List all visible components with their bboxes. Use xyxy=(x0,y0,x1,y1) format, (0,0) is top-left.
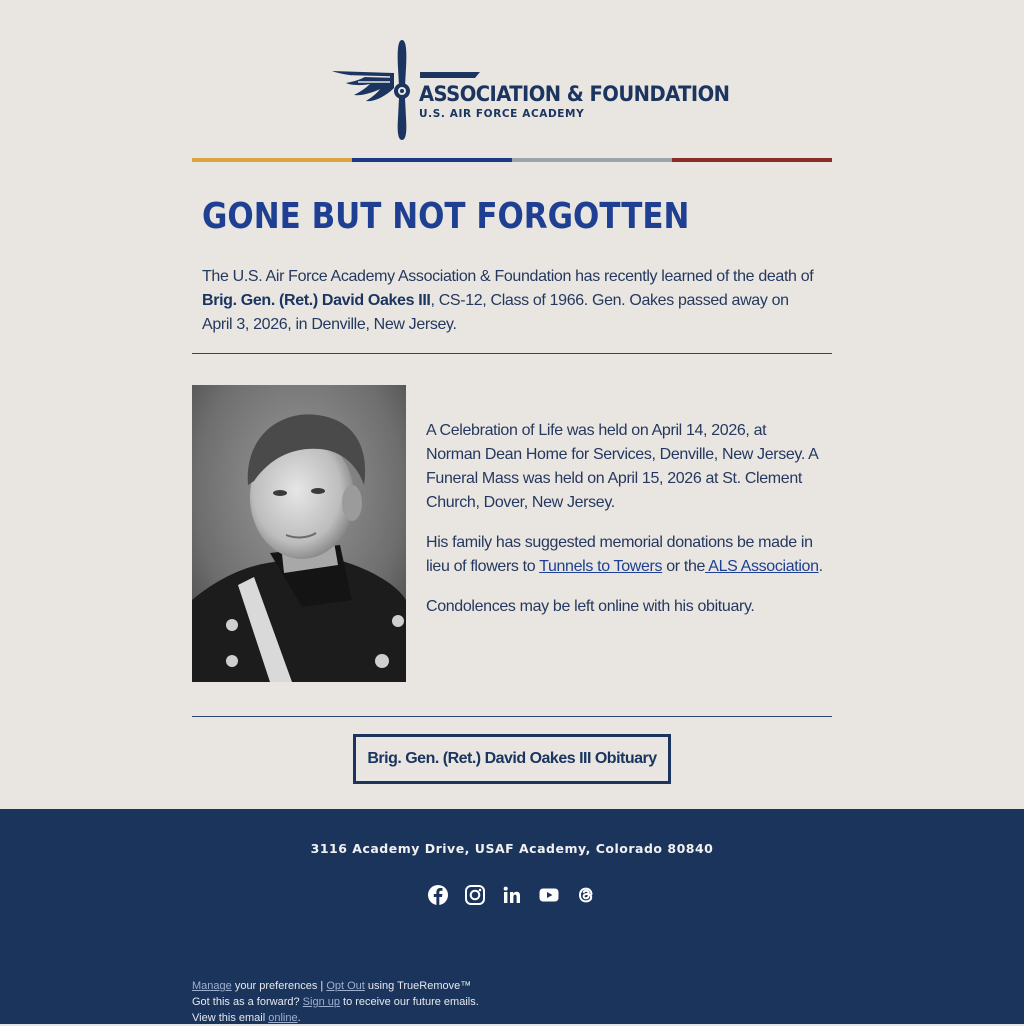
sign-up-link[interactable]: Sign up xyxy=(302,996,340,1008)
facebook-icon[interactable] xyxy=(427,884,449,906)
donations-text-pre: His family has suggested memorial donations be made in lieu of flowers to xyxy=(426,534,813,575)
legal-text-4: to receive our future emails. xyxy=(339,996,479,1008)
page-title: GONE BUT NOT FORGOTTEN xyxy=(202,196,690,237)
divider-top xyxy=(192,353,832,354)
stripe-gold xyxy=(192,158,352,162)
footer-legal xyxy=(192,978,479,1026)
color-stripe xyxy=(192,158,832,162)
intro-text-pre: The U.S. Air Force Academy Association & Foundation has recently learned of the death of xyxy=(202,268,814,285)
als-association-link[interactable]: ALS Association xyxy=(705,558,819,575)
footer xyxy=(0,809,1024,1024)
condolences-paragraph: Condolences may be left online with his obituary. xyxy=(426,598,755,615)
legal-text-2: using TrueRemove™ xyxy=(364,980,472,992)
legal-line-forward xyxy=(192,994,479,1010)
manage-link[interactable]: Manage xyxy=(192,980,232,992)
intro-text-post: , CS-12, Class of 1966. Gen. Oakes passed away on April 3, 2026, in Denville, New Jersey. xyxy=(202,292,789,333)
opt-out-link[interactable]: Opt Out xyxy=(326,980,365,992)
donations-text-mid: or the xyxy=(662,558,706,575)
legal-text-1: your preferences | xyxy=(231,980,327,992)
stripe-silver xyxy=(512,158,672,162)
social-links xyxy=(0,884,1024,906)
portrait-photo xyxy=(192,385,406,682)
stripe-red xyxy=(672,158,832,162)
logo-title: ASSOCIATION & FOUNDATION xyxy=(419,82,730,106)
details-section xyxy=(426,419,824,635)
association-logo[interactable] xyxy=(332,38,730,142)
legal-text-3: Got this as a forward? xyxy=(192,996,303,1008)
deceased-name: Brig. Gen. (Ret.) David Oakes III xyxy=(202,292,431,309)
donations-paragraph xyxy=(426,531,824,579)
donations-text-post: . xyxy=(818,558,823,575)
legal-text-6: . xyxy=(297,1012,301,1024)
instagram-icon[interactable] xyxy=(464,884,486,906)
youtube-icon[interactable] xyxy=(538,884,560,906)
obituary-button[interactable]: Brig. Gen. (Ret.) David Oakes III Obituary xyxy=(353,734,671,784)
stripe-blue xyxy=(352,158,512,162)
legal-text-5: View this email xyxy=(192,1012,269,1024)
legal-line-preferences xyxy=(192,978,479,994)
divider-bottom xyxy=(192,716,832,717)
view-online-link[interactable]: online xyxy=(268,1012,298,1024)
service-paragraph: A Celebration of Life was held on April 14, 2026, at Norman Dean Home for Services, Denville, New Jersey. A Funeral Mass was held on April 15, 2026 at St. Clement Church, Dover, New Jersey. xyxy=(426,422,818,511)
threads-icon[interactable] xyxy=(575,884,597,906)
footer-address: 3116 Academy Drive, USAF Academy, Colorado 80840 xyxy=(310,841,714,856)
linkedin-icon[interactable] xyxy=(501,884,523,906)
intro-paragraph xyxy=(202,265,814,337)
logo-subtitle: U.S. AIR FORCE ACADEMY xyxy=(419,108,585,120)
tunnels-to-towers-link[interactable]: Tunnels to Towers xyxy=(539,558,663,575)
